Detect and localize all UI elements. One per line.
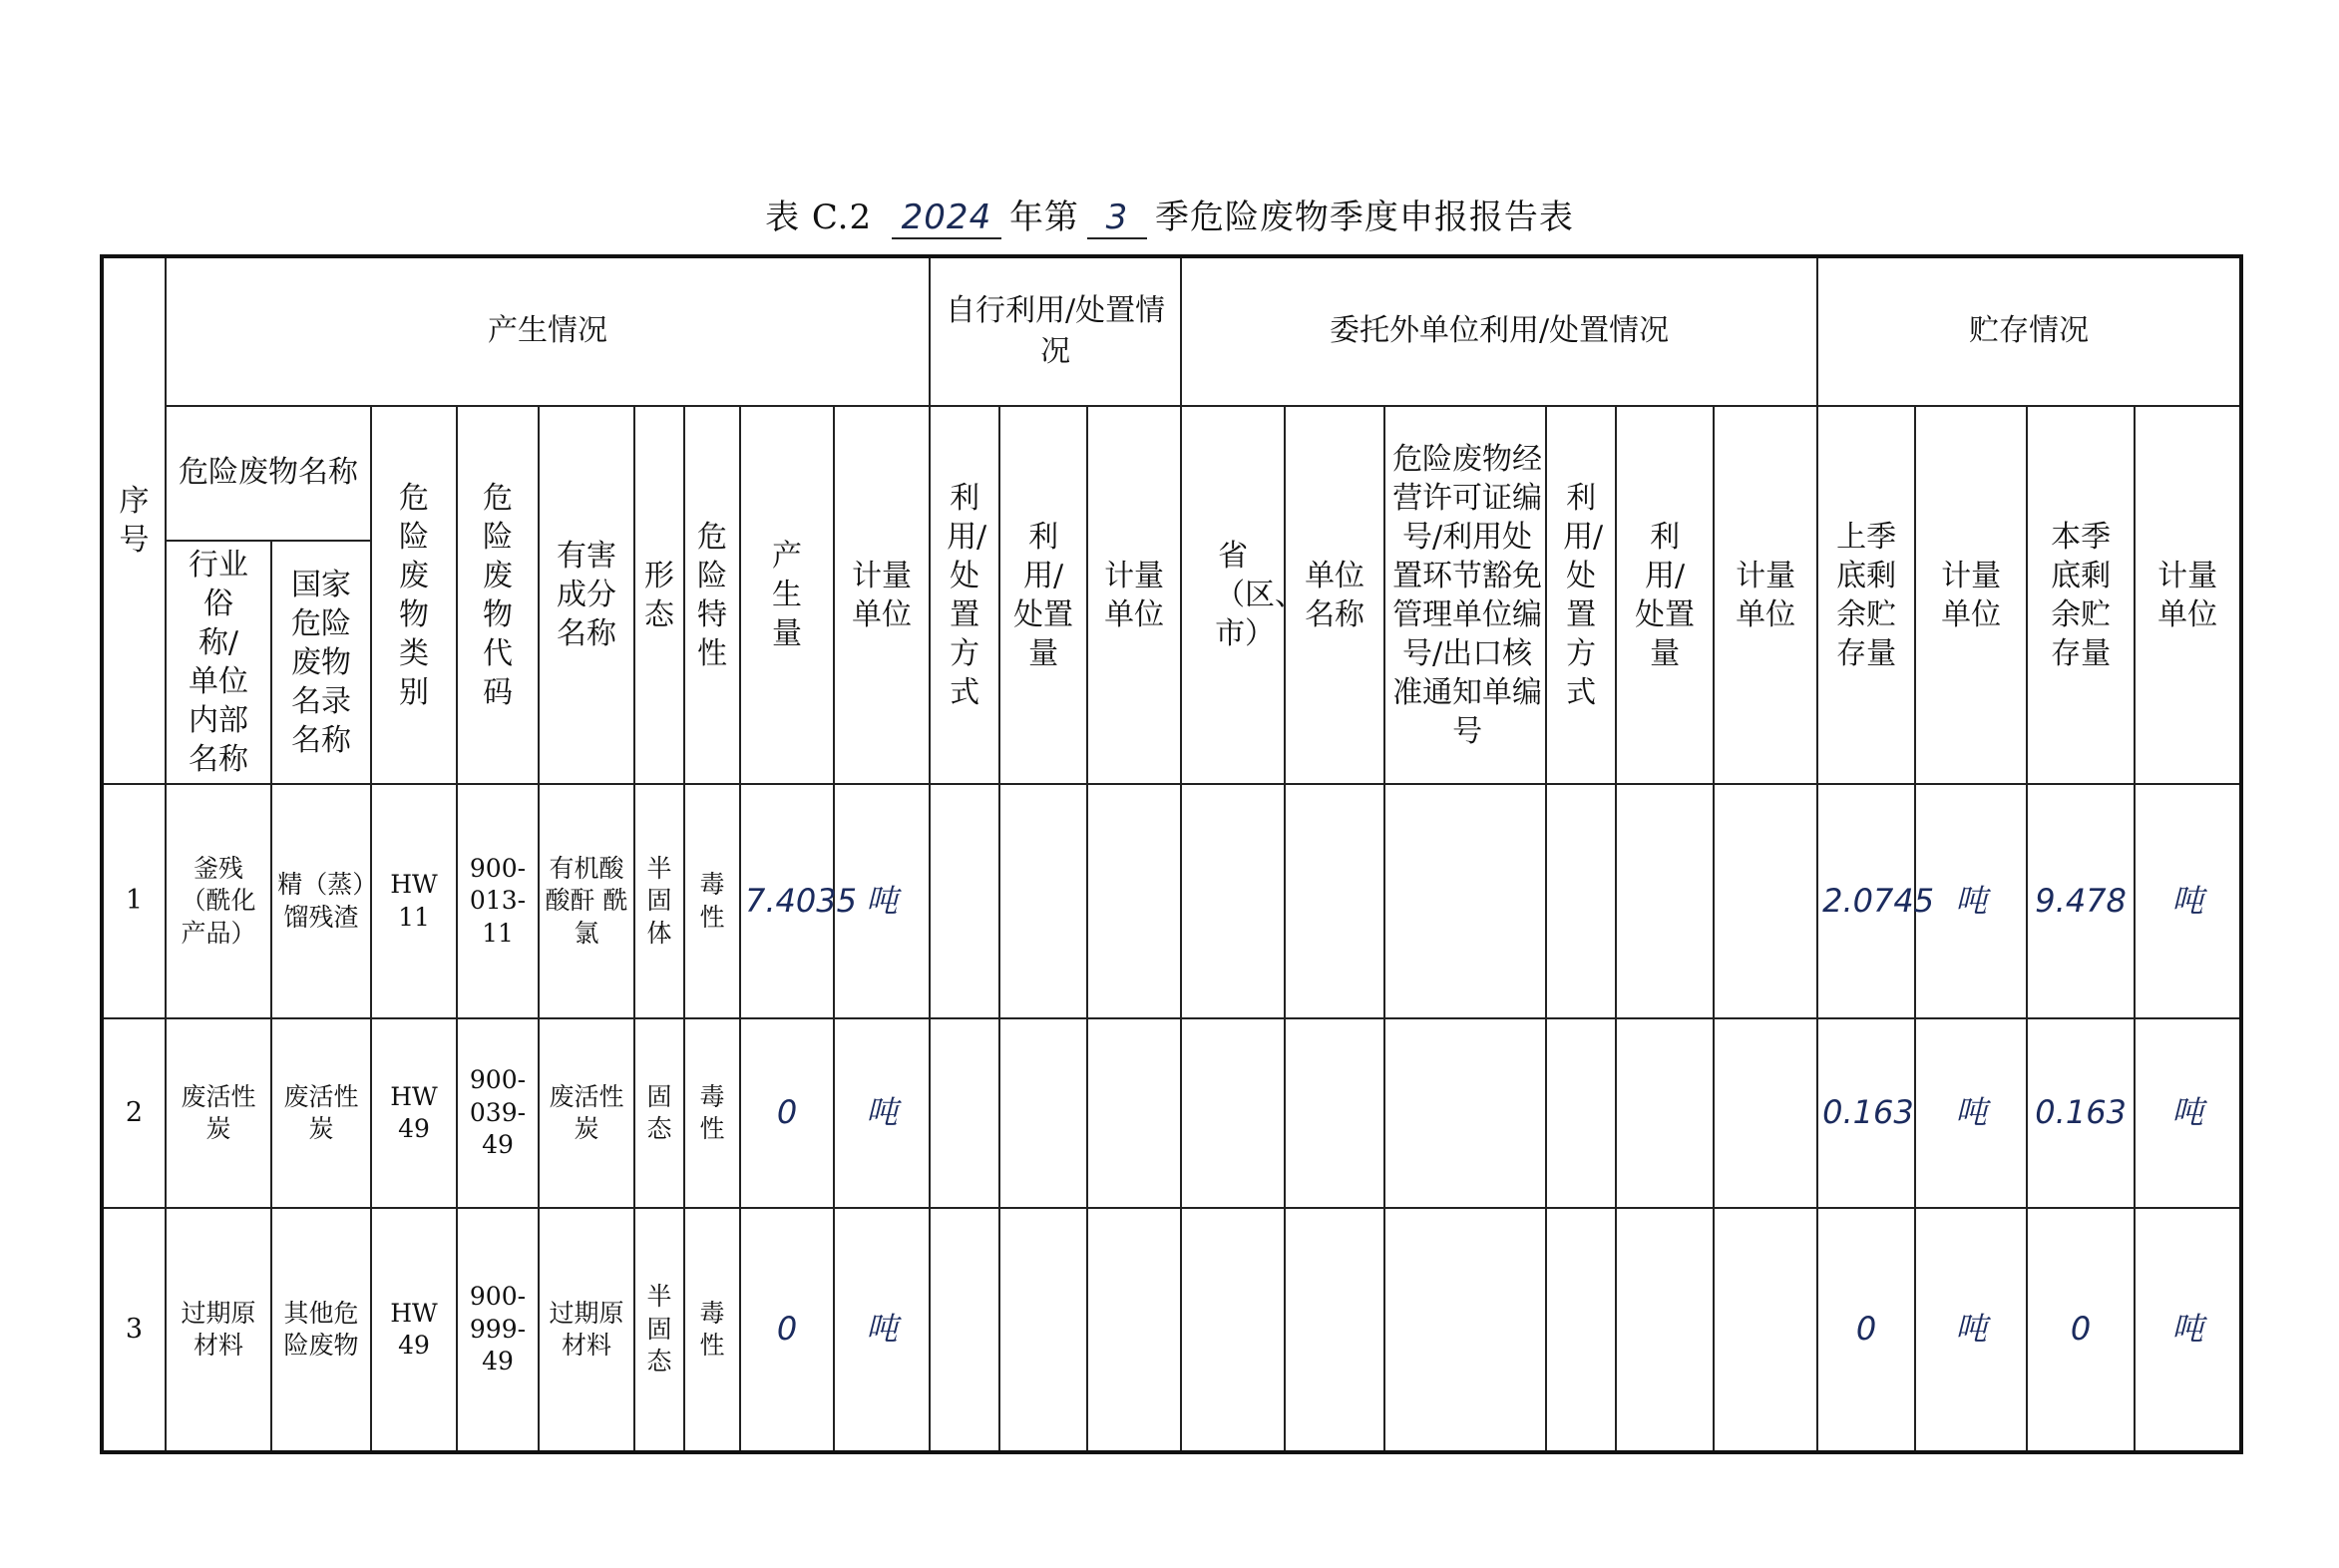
table-row: [102, 784, 2241, 1018]
row-curr-storage: 0: [2027, 1208, 2135, 1452]
title-year-suffix: 年第: [1008, 197, 1079, 237]
self-use-header: 自行利用/处置情况: [930, 256, 1181, 406]
row-prev-unit: 吨: [1915, 1208, 2027, 1452]
row-seq: 3: [102, 1208, 166, 1452]
row-license: [1384, 784, 1546, 1018]
row-prev-storage: 2.0745: [1817, 784, 1915, 1018]
waste-name-header: 危险废物名称: [166, 406, 371, 541]
report-table: [100, 254, 2243, 1454]
row-prev-unit: 吨: [1915, 784, 2027, 1018]
row-self-amount: [999, 1208, 1087, 1452]
row-self-unit: [1087, 784, 1181, 1018]
row-org-name: [1285, 784, 1384, 1018]
ent-method-header: 利用/处置方式: [1546, 406, 1616, 784]
form-header: 形态: [634, 406, 684, 784]
hazard-header: 危险特性: [684, 406, 740, 784]
row-component: 有机酸 酸酐 酰氯: [539, 784, 634, 1018]
industry-name-header: 行业俗称/单位内部名称: [166, 541, 271, 784]
self-unit-header: 计量单位: [1087, 406, 1181, 784]
row-hazard: 毒性: [684, 784, 740, 1018]
row-self-amount: [999, 784, 1087, 1018]
year-field: 2024: [892, 197, 1001, 239]
entrusted-header: 委托外单位利用/处置情况: [1181, 256, 1817, 406]
row-hazard: 毒性: [684, 1208, 740, 1452]
national-name-header: 国家危险废物名录名称: [271, 541, 371, 784]
row-code: 900-039-49: [457, 1018, 539, 1208]
row-province: [1181, 784, 1285, 1018]
ent-amount-header: 利用/处置量: [1616, 406, 1714, 784]
row-prev-unit: 吨: [1915, 1018, 2027, 1208]
row-ent-unit: [1714, 784, 1817, 1018]
row-prev-storage: 0: [1817, 1208, 1915, 1452]
table-row: [102, 1208, 2241, 1452]
row-national-name: 废活性炭: [271, 1018, 371, 1208]
curr-unit-header: 计量单位: [2135, 406, 2241, 784]
form-title: [0, 190, 2339, 239]
row-ent-unit: [1714, 1018, 1817, 1208]
self-method-header: 利用/处置方式: [930, 406, 999, 784]
row-curr-unit: 吨: [2135, 784, 2241, 1018]
prev-storage-header: 上季底剩余贮存量: [1817, 406, 1915, 784]
self-amount-header: 利用/处置量: [999, 406, 1087, 784]
row-license: [1384, 1208, 1546, 1452]
row-code: 900-013-11: [457, 784, 539, 1018]
org-name-header: 单位名称: [1285, 406, 1384, 784]
seq-header: 序号: [102, 256, 166, 784]
row-ent-method: [1546, 1018, 1616, 1208]
row-seq: 2: [102, 1018, 166, 1208]
row-component: 过期原材料: [539, 1208, 634, 1452]
row-ent-method: [1546, 1208, 1616, 1452]
row-province: [1181, 1208, 1285, 1452]
row-curr-unit: 吨: [2135, 1208, 2241, 1452]
row-self-unit: [1087, 1208, 1181, 1452]
ent-unit-header: 计量单位: [1714, 406, 1817, 784]
row-component: 废活性炭: [539, 1018, 634, 1208]
row-unit: 吨: [834, 1208, 930, 1452]
row-seq: 1: [102, 784, 166, 1018]
row-curr-unit: 吨: [2135, 1018, 2241, 1208]
row-ent-amount: [1616, 784, 1714, 1018]
storage-header: 贮存情况: [1817, 256, 2241, 406]
row-self-method: [930, 1208, 999, 1452]
row-form: 半固态: [634, 1208, 684, 1452]
row-license: [1384, 1018, 1546, 1208]
row-prev-storage: 0.163: [1817, 1018, 1915, 1208]
row-self-amount: [999, 1018, 1087, 1208]
row-national-name: 精（蒸）馏残渣: [271, 784, 371, 1018]
row-industry-name: 釜残（酰化产品）: [166, 784, 271, 1018]
row-self-method: [930, 784, 999, 1018]
unit-header: 计量单位: [834, 406, 930, 784]
row-hazard: 毒性: [684, 1018, 740, 1208]
row-ent-unit: [1714, 1208, 1817, 1452]
row-industry-name: 废活性炭: [166, 1018, 271, 1208]
row-industry-name: 过期原材料: [166, 1208, 271, 1452]
row-form: 固态: [634, 1018, 684, 1208]
row-ent-method: [1546, 784, 1616, 1018]
table-row: [102, 1018, 2241, 1208]
row-ent-amount: [1616, 1208, 1714, 1452]
quarter-field: 3: [1087, 197, 1147, 239]
row-curr-storage: 0.163: [2027, 1018, 2135, 1208]
row-unit: 吨: [834, 784, 930, 1018]
row-amount: 0: [740, 1018, 834, 1208]
row-national-name: 其他危险废物: [271, 1208, 371, 1452]
license-header: 危险废物经营许可证编号/利用处置环节豁免管理单位编号/出口核准通知单编号: [1384, 406, 1546, 784]
component-header: 有害成分名称: [539, 406, 634, 784]
row-org-name: [1285, 1208, 1384, 1452]
row-province: [1181, 1018, 1285, 1208]
row-code: 900-999-49: [457, 1208, 539, 1452]
row-category: HW11: [371, 784, 457, 1018]
row-unit: 吨: [834, 1018, 930, 1208]
production-header: 产生情况: [166, 256, 930, 406]
row-self-method: [930, 1018, 999, 1208]
category-header: 危险废物类别: [371, 406, 457, 784]
row-amount: 0: [740, 1208, 834, 1452]
prev-unit-header: 计量单位: [1915, 406, 2027, 784]
row-ent-amount: [1616, 1018, 1714, 1208]
amount-header: 产生量: [740, 406, 834, 784]
row-amount: 7.4035: [740, 784, 834, 1018]
row-curr-storage: 9.478: [2027, 784, 2135, 1018]
row-category: HW49: [371, 1208, 457, 1452]
row-org-name: [1285, 1018, 1384, 1208]
code-header: 危险废物代码: [457, 406, 539, 784]
province-header: 省（区、市）: [1181, 406, 1285, 784]
row-form: 半固体: [634, 784, 684, 1018]
row-category: HW49: [371, 1018, 457, 1208]
curr-storage-header: 本季底剩余贮存量: [2027, 406, 2135, 784]
title-prefix: 表 C.2: [765, 197, 873, 237]
title-suffix: 季危险废物季度申报报告表: [1154, 197, 1574, 237]
row-self-unit: [1087, 1018, 1181, 1208]
